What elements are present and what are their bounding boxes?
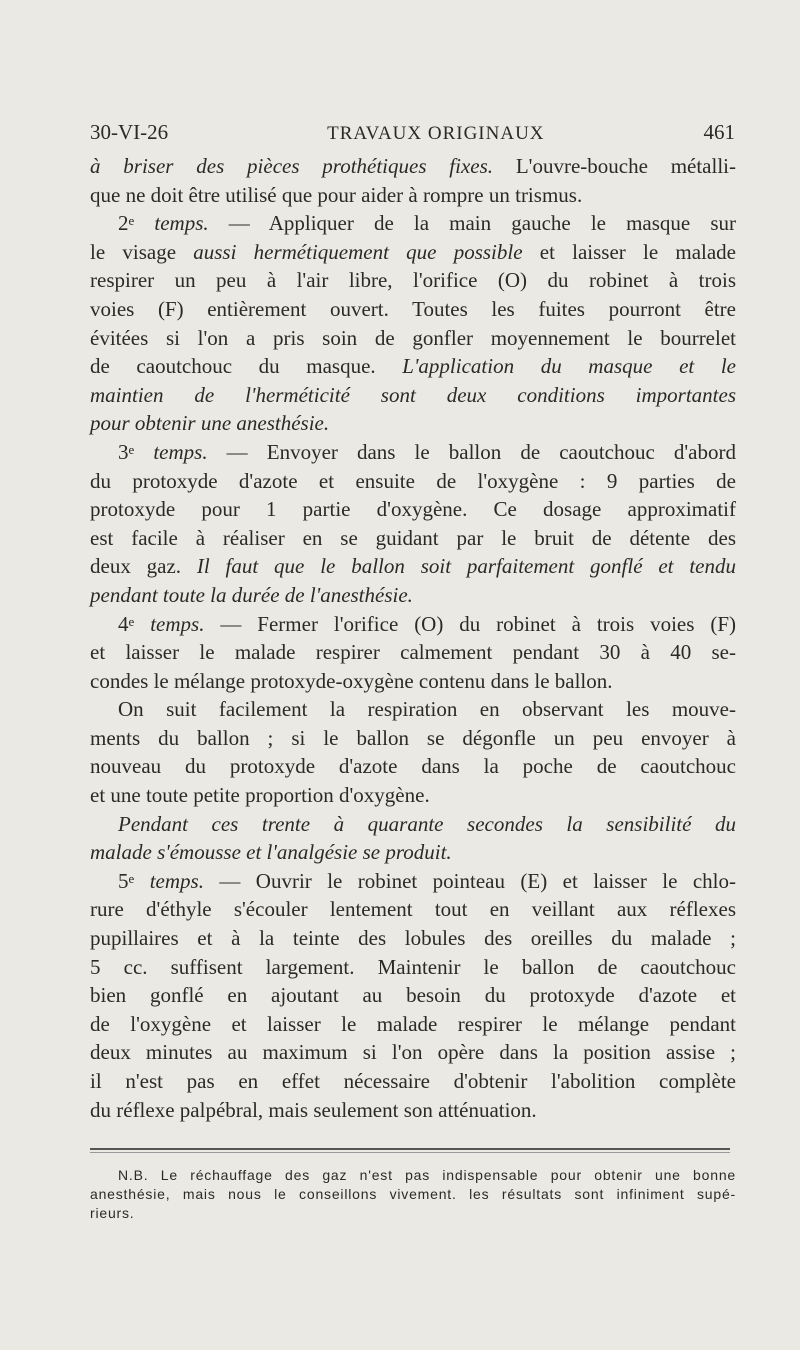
footnote-divider-thin [90,1152,730,1153]
text-span: de caoutchouc du masque. [90,354,403,379]
step-number: 4 [118,611,129,636]
paragraph-1 [90,152,736,209]
text-line [90,552,736,581]
text-line: deux minutes au maximum si l'on opère dans la position assise ; [90,1040,736,1065]
superscript: e [128,613,135,629]
text-line: il n'est pas en effet nécessaire d'obtenir l'abolition complète [90,1069,736,1093]
text-line [90,438,736,467]
text-line [90,610,736,639]
text-line [90,810,736,839]
text-line: ments du ballon ; si le ballon se dégonfle un peu envoyer à [90,725,736,750]
paragraph-2 [90,209,736,438]
text-span: deux gaz. [90,554,197,579]
step-number: 5 [118,868,129,893]
italic-text: aussi hermétiquement que possible [193,239,523,264]
italic-text: pendant toute la durée de l'anesthésie. [90,582,413,607]
paragraph-3 [90,438,736,610]
text-line [90,352,736,381]
text-line: et laisser le malade respirer calmement pendant 30 à 40 se- [90,640,736,665]
page-number: 461 [703,120,735,144]
italic-text: malade s'émousse et l'analgésie se produit. [90,840,452,865]
text-span: — Appliquer de la main gauche le masque sur [208,211,736,236]
superscript: e [128,441,135,457]
italic-text: à briser des pièces prothétiques fixes. [90,154,494,178]
footnote-line: N.B. Le réchauffage des gaz n'est pas indispensable pour obtenir une bonne [118,1167,736,1183]
superscript: e [128,213,135,229]
text-line: 5 cc. suffisent largement. Maintenir le ballon de caoutchouc [90,954,736,979]
step-label: temps. [134,611,205,636]
text-span: — Envoyer dans le ballon de caoutchouc d'abord [207,439,736,464]
text-line [90,867,736,896]
footnote-line: anesthésie, mais nous le conseillons vivement. les résultats sont infiniment supé- [90,1186,736,1202]
text-line: bien gonflé en ajoutant au besoin du protoxyde d'azote et [90,983,736,1008]
text-line: évitées si l'on a pris soin de gonfler moyennement le bourrelet [90,325,736,350]
text-span: — Ouvrir le robinet pointeau (E) et laisser le chlo- [203,868,736,893]
paragraph-6 [90,810,736,867]
text-span: — Fermer l'orifice (O) du robinet à trois voies (F) [204,611,736,636]
paragraph-4 [90,610,736,696]
text-line: rure d'éthyle s'écouler lentement tout en veillant aux réflexes [90,897,736,922]
text-line: est facile à réaliser en se guidant par le bruit de détente des [90,525,736,550]
italic-text: pour obtenir une anesthésie. [90,411,330,436]
step-label: temps. [134,868,204,893]
paragraph-5 [90,695,736,809]
text-line: du réflexe palpébral, mais seulement son atténuation. [90,1097,537,1122]
running-header [90,120,735,145]
body-text [90,152,736,1124]
text-line [90,581,736,610]
text-line: protoxyde pour 1 partie d'oxygène. Ce dosage approximatif [90,497,736,522]
italic-text: Pendant ces trente à quarante secondes la sensibilité du [118,811,736,836]
text-line [90,381,736,410]
text-line: nouveau du protoxyde d'azote dans la poche de caoutchouc [90,754,736,779]
text-line: On suit facilement la respiration en observant les mouve- [118,697,736,722]
text-line: du protoxyde d'azote et ensuite de l'oxygène : 9 parties de [90,468,736,493]
superscript: e [128,870,135,886]
footnote [90,1166,736,1223]
paragraph-7 [90,867,736,1124]
italic-text: maintien de l'herméticité sont deux conditions importantes [90,382,736,407]
step-label: temps. [134,439,208,464]
text-line [90,152,736,181]
text-line: respirer un peu à l'air libre, l'orifice (O) du robinet à trois [90,268,736,293]
text-line [90,409,736,438]
text-span: le visage [90,239,194,264]
header-date: 30-VI-26 [90,120,169,144]
italic-text: L'application du masque et le [402,354,736,379]
step-number: 2 [118,211,129,236]
text-line: voies (F) entièrement ouvert. Toutes les fuites pourront être [90,296,736,321]
text-line [90,838,736,867]
text-line: condes le mélange protoxyde-oxygène contenu dans le ballon. [90,668,613,693]
text-line: et une toute petite proportion d'oxygène. [90,783,430,808]
text-line [90,209,736,238]
footnote-divider [90,1148,730,1150]
footnote-line: rieurs. [90,1205,135,1221]
text-line: de l'oxygène et laisser le malade respirer le mélange pendant [90,1011,736,1036]
step-number: 3 [118,439,129,464]
text-line: que ne doit être utilisé que pour aider à rompre un trismus. [90,182,583,207]
text-line [90,238,736,267]
text-line: pupillaires et à la teinte des lobules des oreilles du malade ; [90,926,736,951]
italic-text: Il faut que le ballon soit parfaitement gonflé et tendu [196,554,736,579]
header-title: TRAVAUX ORIGINAUX [327,123,545,144]
text-span: et laisser le malade [522,239,736,264]
text-span: L'ouvre-bouche métalli- [493,154,736,178]
step-label: temps. [134,211,209,236]
